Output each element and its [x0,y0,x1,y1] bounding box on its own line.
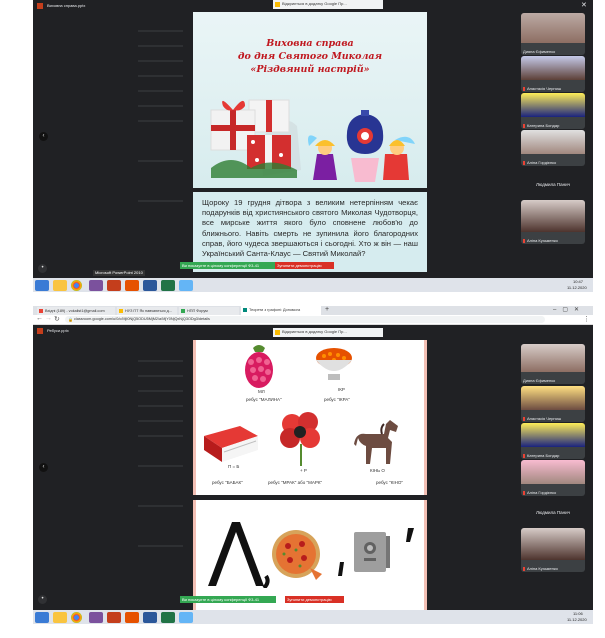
mic-off-icon [523,87,525,91]
sidebar-line [138,45,183,47]
address-bar[interactable]: 🔒 classroom.google.com/u/0/c/MjI0NjQ5ODU5MjM2/a/MjY0NjQxNjQ3ODg3/details [65,316,545,323]
meet-icon [243,308,247,312]
participant-tile[interactable]: Анастасія Черниш [521,386,585,422]
slide-title-line-1: Виховна справа [266,38,354,49]
mic-off-icon [523,567,525,571]
slides-icon [275,330,280,335]
sidebar-line [138,90,183,92]
viber-icon[interactable] [89,612,103,623]
mic-off-icon [523,491,525,495]
clock-time: 11:06 [573,611,583,616]
rebus-hint: ІКР [338,387,345,392]
gmail-icon [39,309,43,313]
participant-tile[interactable]: Аліна Кузьменко [521,200,585,244]
prev-slide-button[interactable]: ‹ [39,463,48,472]
sharing-status-bar: Ви показуєте в цілому конференції Ф3-41 [180,262,276,269]
bottom-present-banner[interactable]: Відкриється в додатку Google Пр... [273,328,383,337]
safe-image [352,530,392,576]
red-book-image [200,422,260,466]
tab-site-icon [119,309,123,313]
participant-tile[interactable]: Аліна Гордієнко [521,460,585,496]
sidebar-line [138,465,183,467]
rebus-answer: ребус "КІНО" [376,480,403,485]
app-tooltip: Microsoft PowerPoint 2010 [95,270,143,275]
mic-off-icon [523,454,525,458]
participant-tile[interactable]: Дияна Єфименко [521,13,585,55]
rebus-answer: ребус "ІКРА" [324,397,350,402]
presenter-name-tile: Людмила Панич [536,182,570,187]
lock-icon: 🔒 [68,317,73,322]
browser-tab[interactable]: Вхідні (189) - vokalist1@gmail.com [37,307,115,315]
settings-icon[interactable]: • [38,264,47,273]
slide-title-line-2: до дня Святого Миколая [237,51,383,62]
slide-title-card [193,12,427,188]
rebus-slide-2 [193,500,427,610]
explorer-icon[interactable] [53,612,67,623]
word-icon[interactable] [143,280,157,291]
media-icon[interactable] [125,612,139,623]
prev-slide-button[interactable]: ‹ [39,132,48,141]
mic-off-icon [523,161,525,165]
participant-tile[interactable]: Аліна Гордієнко [521,130,585,166]
rebus-slide-1 [193,340,427,495]
participant-tile[interactable]: Катерина Бондар [521,423,585,459]
word-icon[interactable] [143,612,157,623]
sidebar-line [138,360,183,362]
excel-icon[interactable] [161,280,175,291]
sidebar-line [138,435,183,437]
media-icon[interactable] [125,280,139,291]
rebus-answer: ребус "МАЛИНА" [246,397,282,402]
sidebar-line [138,420,183,422]
sidebar-line [138,375,183,377]
clock-date: 11.12.2020 [567,617,587,622]
lambda-letter-image [204,518,272,588]
comma-image [336,560,346,580]
chrome-icon[interactable] [71,280,82,291]
slide-title-line-3: «Різдвяний настрій» [250,64,370,75]
clock-time: 10:47 [573,279,584,284]
new-tab-button[interactable]: + [325,306,330,313]
chrome-icon[interactable] [71,612,82,623]
bottom-window-title: Ребуси.pptx [47,328,69,333]
browser-tab-active[interactable]: Теорети з графоні: Допомога [241,306,321,315]
start-icon[interactable] [35,612,49,623]
app-icon[interactable] [179,280,193,291]
stop-presenting-button[interactable]: Зупинити демонстрацію [275,262,334,269]
apostrophe-image [404,526,416,544]
caviar-bowl-image [314,342,354,384]
forward-icon[interactable]: → [45,315,52,322]
bottom-taskbar [33,610,593,624]
rebus-hint: П = Б [228,464,240,469]
bottom-window-icon [37,328,43,334]
mic-off-icon [523,124,525,128]
sidebar-line [138,545,183,547]
rebus-hint: + Р [300,468,307,473]
explorer-icon[interactable] [53,280,67,291]
sidebar-line [138,60,183,62]
rebus-answer: ребус "БАБАК" [212,480,243,485]
rebus-hint: МЛ [258,389,265,394]
menu-icon[interactable]: ⋮ [583,316,590,323]
horse-image [354,416,406,466]
participant-tile[interactable]: Дияна Єфименко [521,344,585,384]
app-icon[interactable] [179,612,193,623]
poppy-flower-image [278,410,324,466]
sidebar-line [138,200,183,202]
sidebar-line [138,405,183,407]
raspberry-image [241,342,277,390]
pizza-image [270,528,324,580]
start-icon[interactable] [35,280,49,291]
browser-tab-strip [33,306,593,315]
window-controls[interactable]: –▢✕ [553,307,586,313]
slide-text-card [193,192,427,272]
mic-off-icon [523,417,525,421]
back-icon[interactable]: ← [36,315,43,322]
powerpoint-icon[interactable] [107,612,121,623]
browser-toolbar [33,315,593,325]
stop-presenting-button[interactable]: Зупинити демонстрацію [285,596,344,603]
angels-with-bag-image [303,110,423,186]
participant-tile[interactable]: Катерина Бондар [521,93,585,129]
top-window-icon [37,3,43,9]
viber-icon[interactable] [89,280,103,291]
mic-off-icon [523,239,525,243]
sharing-status-bar: Ви показуєте в цілому конференції Ф3-41 [180,596,276,603]
top-present-banner[interactable]: Відкриється в додатку Google Пр... [273,0,383,9]
sidebar-line [138,75,183,77]
top-window-title: Виховна справа.pptx [47,3,86,8]
sidebar-line [138,160,183,162]
rebus-answer: ребус "МРАК" або "МАРК" [268,480,323,485]
sidebar-line [138,505,183,507]
excel-icon[interactable] [161,612,175,623]
slides-icon [275,2,280,7]
top-taskbar [33,278,593,292]
rebus-hint: КІНЬ О [370,468,385,473]
window-close-icon[interactable]: ✕ [581,2,587,9]
powerpoint-icon[interactable] [107,280,121,291]
sidebar-line [138,120,183,122]
participant-tile[interactable]: Аліна Кузьменко [521,528,585,572]
sidebar-line [138,105,183,107]
settings-icon[interactable]: • [38,595,47,604]
gift-boxes-image [201,80,305,184]
sidebar-line [138,30,183,32]
reload-icon[interactable]: ↻ [54,316,60,323]
tab-site-icon [181,309,185,313]
sidebar-line [138,390,183,392]
participant-tile[interactable]: Анастасія Черниш [521,56,585,92]
browser-tab[interactable]: НПП Форум [179,307,239,315]
presenter-name-tile: Людмила Панич [536,510,570,515]
clock-date: 11.12.2020 [567,285,587,290]
browser-tab[interactable]: НУЗ ПТ Як навчаються д... [117,307,177,315]
slide-body-text: Щороку 19 грудня дітвора з великим нетерпінням чекає подарунків від християнського святого Миколая Чудотворця, все мирське життя якого було сповнене любов'ю до ближнього. Навіть смерть не зупинила його благородних справ, його чудеса звершаються і сьогодні. Хто ж він — наш Український Санта-Клаус — Святий Миколай? [202,198,418,259]
